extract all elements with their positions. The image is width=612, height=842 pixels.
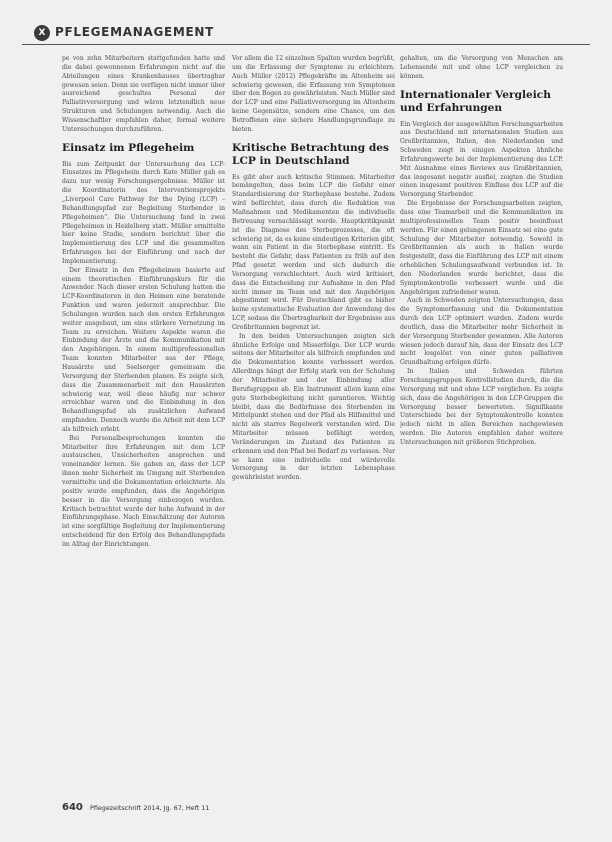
page-header: [22, 24, 590, 45]
text-column-1: [62, 55, 225, 795]
paragraph: In Italien und Schweden führten Forschungsgruppen Kontrollstudien durch, die die Versorgung mit und ohne LCP verglichen. Es zeigte sich, dass die Angehörigen in den LCP-Gruppen die Versorgung besser bewerteten. Signifikante Unterschiede bei der Symptomkontrolle konnten jedoch nicht in allen Bereichen nachgewiesen werden. Die Autoren empfahlen daher weitere Untersuchungen mit größeren Stichproben.: [400, 368, 563, 446]
section-title: PFLEGEMANAGEMENT: [55, 25, 215, 39]
paragraph: Es gibt aber auch kritische Stimmen. Mitarbeiter bemängelten, dass beim LCP die Gefahr einer Standardisierung der Sterbephase bestehe. Zudem wird befürchtet, dass durch die Reduktion von Maßnahmen und Medikamenten die individuelle Betreuung vernachlässigt werde. Hauptkritikpunkt ist die Diagnose des Sterbeprozesses, die oft schwierig ist, da es keine eindeutigen Kriterien gibt, wann ein Patient in die Sterbephase eintritt. Es besteht die Gefahr, dass Patienten zu früh auf den Pfad gesetzt werden und sich dadurch die Versorgung verschlechtert. Auch wird kritisiert, dass die Entscheidung zur Aufnahme in den Pfad nicht immer im Team und mit den Angehörigen abgestimmt wird. Für Deutschland gibt es bisher keine systematische Evaluation der Anwendung des LCP, sodass die Übertragbarkeit der Ergebnisse aus Großbritannien begrenzt ist.: [232, 173, 395, 331]
paragraph: gehalten, um die Versorgung von Menschen am Lebensende mit und ohne LCP vergleichen zu können.: [400, 55, 563, 80]
paragraph: Vor allem die 12 einzelnen Spalten wurden begrüßt, um die Erfassung der Symptome zu erleichtern. Auch Müller (2012) Pflegekräfte im Altenheim sei schwierig gewesen, die Erfassung von Symptomen über den Bogen zu gewährleisten. Nach Müller sind der LCP und eine Palliativversorgung im Altenheim keine Gegensätze, sondern eine Chance, um den Betroffenen eine sichere Handlungsgrundlage zu bieten.: [232, 55, 395, 133]
page-number: 640: [62, 802, 83, 813]
subheading: Internationaler Vergleich und Erfahrungen: [400, 88, 551, 114]
page-footer: [62, 802, 562, 816]
paragraph: Bis zum Zeitpunkt der Untersuchung des LCP-Einsatzes im Pflegeheim durch Kate Müller gab es dazu nur wenig Forschungsergebnisse. Müller ist die Koordinatorin des Interventionsprojekts „Liverpool Care Pathway for the Dying (LCP) – Behandlungspfad zur Begleitung Sterbender in Pflegeheimen“. Die Untersuchung fand in zwei Pflegeheimen in Heidelberg statt. Müller ermittelte hier keine Studie, sondern berichtet über die Implementierung des LCP und die gesammelten Erfahrungen bei der Einführung und nach der Implementierung.: [62, 160, 225, 265]
paragraph: Ein Vergleich der ausgewählten Forschungsarbeiten aus Deutschland mit internationalen Studien aus Großbritannien, Italien, den Niederlanden und Schweden zeigt in einigen Aspekten ähnliche Erfahrungswerte bei der Implementierung des LCP. Mit Ausnahme eines Reviews aus Großbritannien, das insgesamt negativ ausfiel, zeigten die Studien einen insgesamt positiven Einfluss des LCP auf die Versorgung Sterbender.: [400, 120, 563, 199]
text-column-2: [232, 55, 395, 795]
subheading: Einsatz im Pflegeheim: [62, 141, 195, 154]
paragraph: Die Ergebnisse der Forschungsarbeiten zeigten, dass eine Teamarbeit und die Kommunikation im multiprofessionellen Team positiv beeinflusst werden. Für einen gelungenen Einsatz sei eine gute Schulung der Mitarbeiter notwendig. Sowohl in Großbritannien als auch in Italien wurde festgestellt, dass die Einführung des LCP mit einem erheblichen Schulungsaufwand verbunden ist. In den Niederlanden wurde berichtet, dass die Symptomkontrolle verbessert wurde und die Angehörigen zufriedener waren.: [400, 200, 563, 296]
paragraph: Auch in Schweden zeigten Untersuchungen, dass die Symptomerfassung und die Dokumentation durch den LCP optimiert wurden. Zudem wurde deutlich, dass die Mitarbeiter mehr Sicherheit in der Versorgung Sterbender gewannen. Alle Autoren wiesen jedoch darauf hin, dass der Einsatz des LCP nicht losgelöst von einer guten palliativen Grundhaltung erfolgen dürfe.: [400, 297, 563, 367]
section-badge-icon: X: [34, 25, 50, 41]
paragraph: Bei Personalbesprechungen konnten die Mitarbeiter ihre Erfahrungen mit dem LCP austauschen, Unsicherheiten ansprechen und voneinander lernen. Sie gaben an, dass der LCP ihnen mehr Sicherheit im Umgang mit Sterbenden vermittelte und die Dokumentation erleichterte. Als positiv wurde empfunden, dass die Angehörigen besser in die Versorgung einbezogen wurden. Kritisch betrachtet wurde der hohe Aufwand in der Einführungsphase. Nach Einschätzung der Autoren ist eine sorgfältige Begleitung der Implementierung entscheidend für den Erfolg des Behandlungspfads im Alltag der Einrichtungen.: [62, 434, 225, 548]
subheading: Kritische Betrachtung des LCP in Deutschland: [232, 141, 389, 167]
paragraph: Der Einsatz in den Pflegeheimen basierte auf einem theoretischen Einführungskurs für die Anwender. Nach dieser ersten Schulung hatten die LCP-Koordinatoren in den Heimen eine beratende Funktion und waren jederzeit ansprechbar. Die Schulungen wurden nach den ersten Erfahrungen weiter ausgebaut, um eine stärkere Vernetzung im Team zu erreichen. Weitere Aspekte waren die Einbindung der Ärzte und die Kommunikation mit den Angehörigen. In einem multiprofessionellen Team konnten Mitarbeiter aus der Pflege, Hausärzte und Seelsorger gemeinsam die Versorgung der Sterbenden planen. Es zeigte sich, dass die Zusammenarbeit mit den Hausärzten schwierig war, weil diese häufig nur schwer erreichbar waren und die Einbindung in den Behandlungspfad als zusätzlichen Aufwand empfanden. Dennoch wurde die Arbeit mit dem LCP als hilfreich erlebt.: [62, 266, 225, 433]
journal-citation: Pflegezeitschrift 2014, Jg. 67, Heft 11: [90, 804, 210, 812]
paragraph: In den beiden Untersuchungen zeigten sich ähnliche Erfolge und Misserfolge. Der LCP wurde seitens der Mitarbeiter als hilfreich empfunden und die Dokumentation konnte verbessert werden. Allerdings hängt der Erfolg stark von der Schulung der Mitarbeiter und der Einbindung aller Berufsgruppen ab. Ein Instrument allein kann eine gute Sterbebegleitung nicht garantieren. Wichtig bleibt, dass die Bedürfnisse des Sterbenden im Mittelpunkt stehen und der Pfad als Hilfsmittel und nicht als starres Regelwerk verstanden wird. Die Mitarbeiter müssen befähigt werden, Veränderungen im Zustand des Patienten zu erkennen und den Pfad bei Bedarf zu verlassen. Nur so kann eine individuelle und würdevolle Versorgung in der letzten Lebensphase gewährleistet werden.: [232, 332, 395, 482]
paragraph: pe von zehn Mitarbeitern stattgefunden hatte und die dabei gewonnenen Erfahrungen nicht auf die Abteilungen eines Krankenhauses übertragbar gewesen seien. Denn sie verfügen nicht immer über ausreichend geschultes Personal der Palliativversorgung und wären letztendlich neue Strukturen und Schulungen notwendig. Auch die Wissenschaftler empfahlen daher, formal weitere Untersuchungen durchzuführen.: [62, 55, 225, 133]
text-column-3: [400, 55, 563, 795]
